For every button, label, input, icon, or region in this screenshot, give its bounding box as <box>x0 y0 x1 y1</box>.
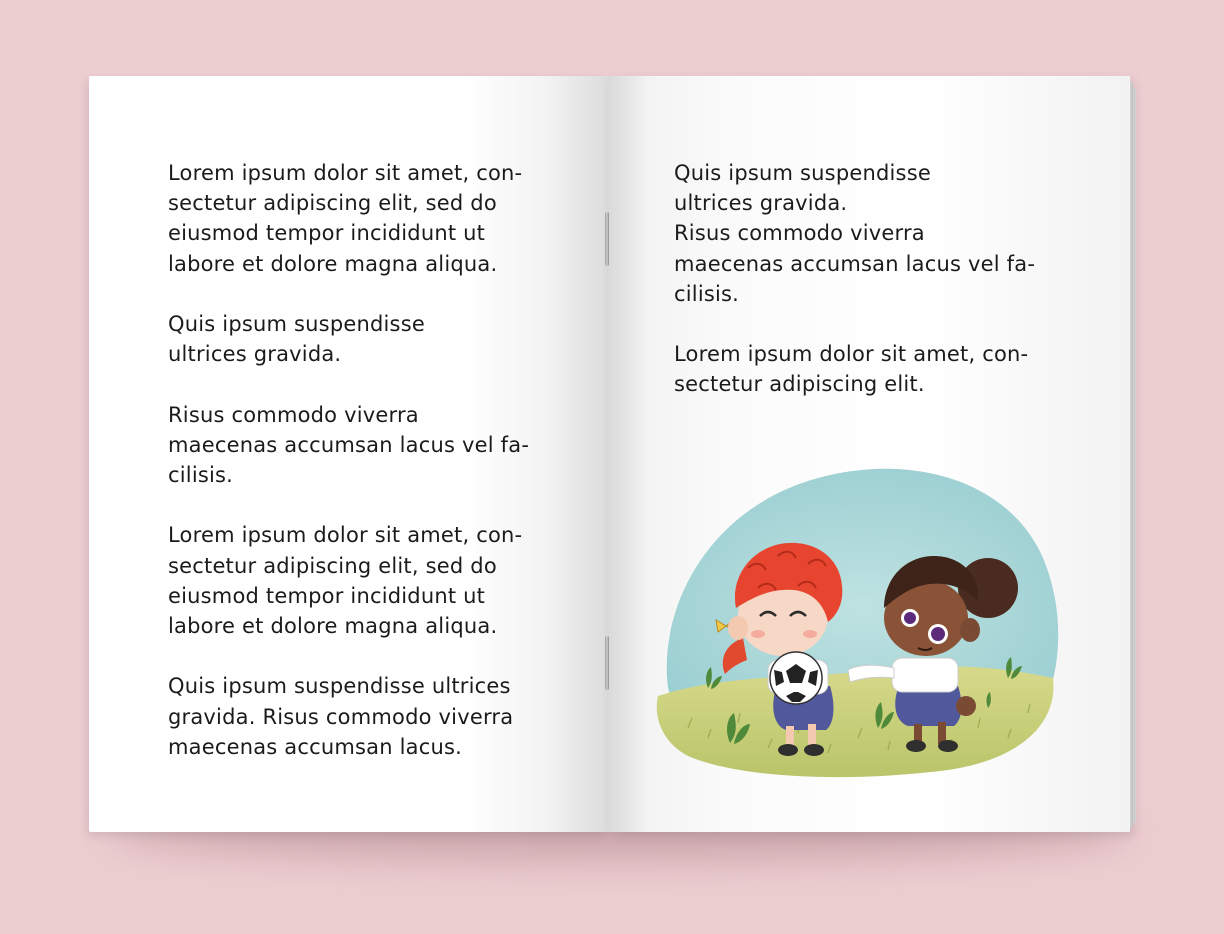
right-paragraph-1: Quis ipsum suspendisse ultrices gravida. Risus commodo viverra maecenas accumsan lacus vel fa- cilisis. <box>674 161 1036 306</box>
right-paragraph-2: Lorem ipsum dolor sit amet, con- sectetur adipiscing elit. <box>674 342 1029 397</box>
left-paragraph-3: Risus commodo viverra maecenas accumsan lacus vel fa- cilisis. <box>168 402 530 487</box>
right-page <box>608 76 1130 832</box>
left-paragraph-4: Lorem ipsum dolor sit amet, con- sectetur adipiscing elit, sed do eiusmod tempor incididunt ut labore et dolore magna aliqua. <box>168 523 523 638</box>
left-paragraph-2: Quis ipsum suspendisse ultrices gravida. <box>168 312 425 367</box>
left-page <box>89 76 608 832</box>
left-paragraph-1: Lorem ipsum dolor sit amet, con- sectetur adipiscing elit, sed do eiusmod tempor incididunt ut labore et dolore magna aliqua. <box>168 161 523 276</box>
left-paragraph-5: Quis ipsum suspendisse ultrices gravida. Risus commodo viverra maecenas accumsan lacus. <box>168 674 514 759</box>
page-stack-edge-outer <box>1133 88 1136 823</box>
right-page-text <box>674 158 1094 430</box>
left-page-text <box>168 158 588 792</box>
soccer-girls-illustration <box>648 438 1068 778</box>
staple-bottom <box>605 636 609 690</box>
soccer-ball <box>770 652 822 704</box>
staple-top <box>605 212 609 266</box>
